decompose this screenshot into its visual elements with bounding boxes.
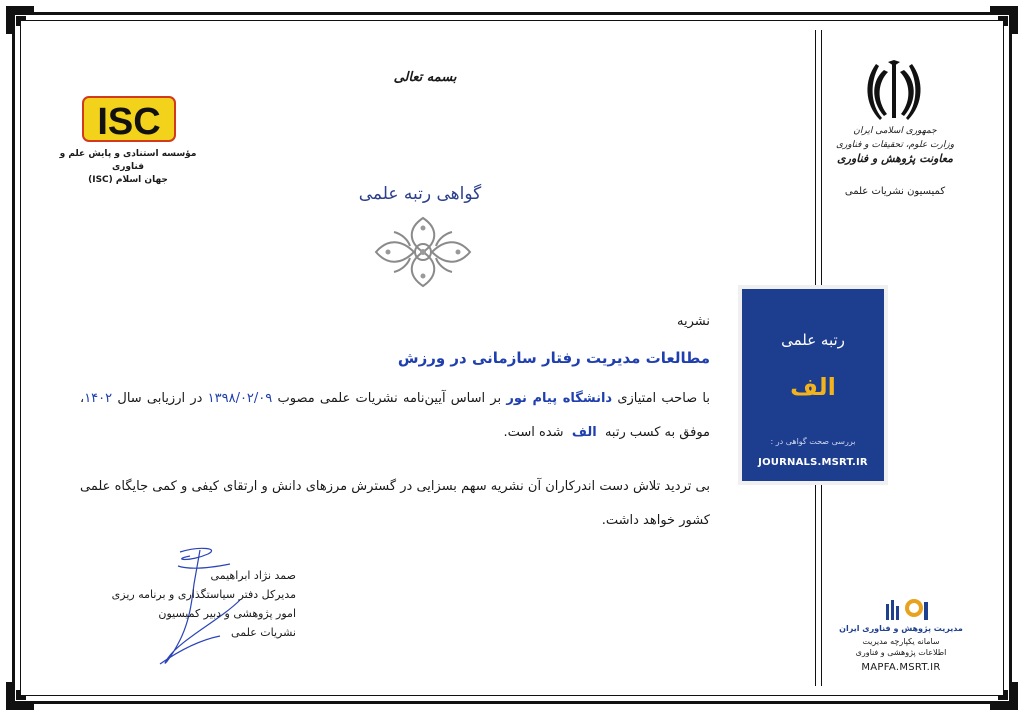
journal-label: نشریه: [677, 314, 710, 329]
rank-value-inline: الف: [571, 425, 597, 440]
ministry-line1: جمهوری اسلامی ایران: [853, 126, 937, 136]
mapfa-subtitle-line1: سامانه یکپارچه مدیریت: [862, 637, 940, 646]
mapfa-url: MAPFA.MSRT.IR: [861, 662, 941, 673]
para1-text-4: ، موفق به کسب رتبه: [80, 391, 710, 440]
isc-logo-text: ISC: [97, 101, 161, 142]
certificate-title: گواهی رتبه علمی: [358, 184, 482, 204]
signatory-name: صمد نژاد ابراهیمی: [210, 569, 296, 582]
rank-badge-check-label: بررسی صحت گواهی در :: [770, 437, 856, 446]
rank-badge: [738, 285, 888, 485]
corner-ornament-bottom-left: [4, 668, 48, 712]
isc-caption: [52, 148, 204, 187]
para1-text-1: با صاحب امتیازی: [617, 391, 710, 406]
certificate-paragraph-2: بی تردید تلاش دست اندرکاران آن نشریه سهم بسزایی در گسترش مرزهای دانش و ارتقای کیفی و کمی جایگاه علمی کشور خواهد داشت.: [80, 479, 710, 528]
signatory-title-line3: نشریات علمی: [231, 626, 296, 639]
ministry-line2: وزارت علوم، تحقیقات و فناوری: [835, 140, 955, 150]
mapfa-name: مدیریت پژوهش و فناوری ایران: [839, 624, 963, 633]
rank-badge-title: رتبه علمی: [781, 331, 845, 349]
rank-badge-value: الف: [790, 373, 836, 401]
ministry-header: [830, 124, 960, 166]
corner-ornament-top-right: [976, 4, 1020, 48]
para1-text-3: در ارزیابی سال: [117, 391, 203, 406]
evaluation-year: ۱۴۰۲: [84, 391, 113, 406]
signatory-title-line2: امور پژوهشی و دبیر کمیسیون: [158, 607, 296, 620]
iran-emblem: [862, 60, 926, 124]
ministry-line3: معاونت پژوهش و فناوری: [837, 152, 953, 165]
isc-caption-line2: جهان اسلام (ISC): [88, 175, 168, 185]
approval-date: ۱۳۹۸/۰۲/۰۹: [207, 391, 273, 406]
corner-ornament-bottom-right: [976, 668, 1020, 712]
rank-badge-url: JOURNALS.MSRT.IR: [758, 457, 868, 468]
rank-badge-panel: [742, 289, 884, 481]
certificate-paragraph-1: [80, 382, 710, 450]
signature-block: [80, 566, 296, 642]
isc-logo: [82, 96, 176, 142]
corner-ornament-top-left: [4, 4, 48, 48]
signatory-title-line1: مدیرکل دفتر سیاستگذاری و برنامه ریزی: [111, 588, 296, 601]
commission-label: کمیسیون نشریات علمی: [844, 186, 946, 197]
para1-text-5: شده است.: [503, 425, 564, 440]
arabesque-ornament: [368, 214, 478, 290]
publisher-name: دانشگاه پیام نور: [506, 391, 613, 406]
bismillah-heading: بسمه تعالی: [393, 70, 457, 85]
mapfa-subtitle-line2: اطلاعات پژوهشی و فناوری: [855, 648, 947, 657]
para1-text-2: بر اساس آیین‌نامه نشریات علمی مصوب: [277, 391, 502, 406]
isc-caption-line1: مؤسسه استنادی و پایش علم و فناوری: [59, 149, 197, 172]
mapfa-logo-icon: [884, 596, 932, 622]
mapfa-subtitle: [836, 636, 966, 658]
journal-name: مطالعات مدیریت رفتار سازمانی در ورزش: [397, 349, 710, 367]
